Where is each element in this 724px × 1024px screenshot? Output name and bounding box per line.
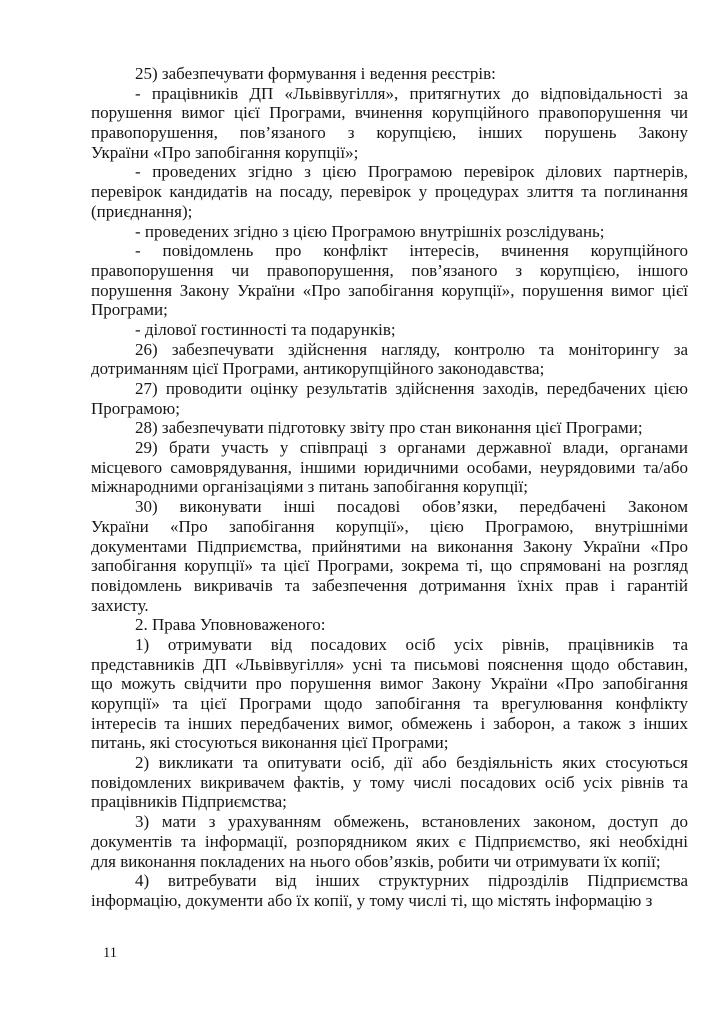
paragraph [91,418,688,438]
text-line: корупції» та цієї Програми щодо запобігання та врегулювання конфлікту [91,694,688,713]
text-line: України «Про запобігання корупції»; [91,142,359,162]
text-line: запобігання корупції» та цієї Програми, зокрема ті, що спрямовані на розгляд [91,556,688,576]
paragraph [91,812,688,871]
text-line: порушення вимог цієї Програми, вчинення корупційного правопорушення чи [91,103,688,123]
paragraph [91,615,688,635]
text-line: перевірок кандидатів на посаду, перевірок у процедурах злиття та поглинання [91,182,688,202]
paragraph [91,871,688,910]
page-number: 11 [103,945,117,961]
paragraph [91,222,688,242]
text-line: повідомлень викривачів та забезпечення дотримання їхніх прав і гарантій [91,575,688,595]
text-line: інтересів та інших передбачених вимог, обмежень і заборон, а також з інших [91,713,688,733]
text-line: (приєднання); [91,201,193,221]
text-line: документів та інформації, розпорядником яких є Підприємство, які необхідні [91,831,688,851]
text-line: 26) забезпечувати здійснення нагляду, контролю та моніторингу за [135,339,688,359]
text-line: 25) забезпечувати формування і ведення реєстрів: [135,64,496,83]
text-line: 29) брати участь у співпраці з органами державної влади, органами [135,438,688,458]
paragraph [91,241,688,320]
text-block [91,64,688,911]
text-line: працівників Підприємства; [91,792,287,812]
paragraph [91,340,688,379]
text-line: 28) забезпечувати підготовку звіту про стан виконання цієї Програми; [135,418,643,438]
text-line: - працівників ДП «Львіввугілля», притягнутих до відповідальності за [135,83,688,103]
paragraph [91,162,688,221]
paragraph [91,320,688,340]
text-line: - ділової гостинності та подарунків; [135,319,396,339]
paragraph [91,64,688,84]
text-line: 4) витребувати від інших структурних підрозділів Підприємства [135,871,688,891]
text-line: місцевого самоврядування, іншими юридичними особами, неурядовими та/або [91,457,688,477]
text-line: 27) проводити оцінку результатів здійснення заходів, передбачених цією [135,379,688,398]
text-line: Програми; [91,300,168,320]
text-line: 1) отримувати від посадових осіб усіх рівнів, працівників та [135,634,688,654]
text-line: 30) виконувати інші посадові обов’язки, передбачені Законом [135,497,688,517]
text-line: питань, які стосуються виконання цієї Програми; [91,733,449,753]
text-line: інформацію, документи або їх копії, у тому числі ті, що містять інформацію з [91,890,653,910]
text-line: 3) мати з урахуванням обмежень, встановлених законом, доступ до [135,812,688,832]
paragraph [91,497,688,615]
text-line: документами Підприємства, прийнятими на виконання Закону України «Про [91,536,688,556]
text-line: - повідомлень про конфлікт інтересів, вчинення корупційного [135,241,688,261]
text-line: України «Про запобігання корупції», цією Програмою, внутрішніми [91,516,688,536]
text-line: для виконання покладених на нього обов’язків, робити чи отримувати їх копії; [91,851,661,871]
text-line: дотриманням цієї Програми, антикорупційного законодавства; [91,359,545,379]
text-line: що можуть свідчити про порушення вимог Закону України «Про запобігання [91,674,688,694]
paragraph [91,753,688,812]
paragraph [91,438,688,497]
text-line: - проведених згідно з цією Програмою перевірок ділових партнерів, [135,162,688,182]
text-line: 2. Права Уповноваженого: [135,615,326,635]
paragraph [91,635,688,753]
text-line: порушення Закону України «Про запобігання корупції», порушення вимог цієї [91,280,688,300]
text-line: повідомлених викривачем фактів, у тому числі посадових осіб усіх рівнів та [91,772,688,792]
text-line: правопорушення чи правопорушення, пов’язаного з корупцією, іншого [91,260,688,280]
text-line: правопорушення, пов’язаного з корупцією, інших порушень Закону [91,123,688,143]
text-line: представників ДП «Львіввугілля» усні та письмові пояснення щодо обставин, [91,654,688,674]
paragraph [91,84,688,163]
paragraph [91,379,688,418]
text-line: 2) викликати та опитувати осіб, дії або бездіяльність яких стосуються [135,753,688,773]
text-line: захисту. [91,595,149,615]
text-line: - проведених згідно з цією Програмою внутрішніх розслідувань; [135,221,605,241]
text-line: міжнародними організаціями з питань запобігання корупції; [91,477,528,497]
text-line: Програмою; [91,398,180,418]
